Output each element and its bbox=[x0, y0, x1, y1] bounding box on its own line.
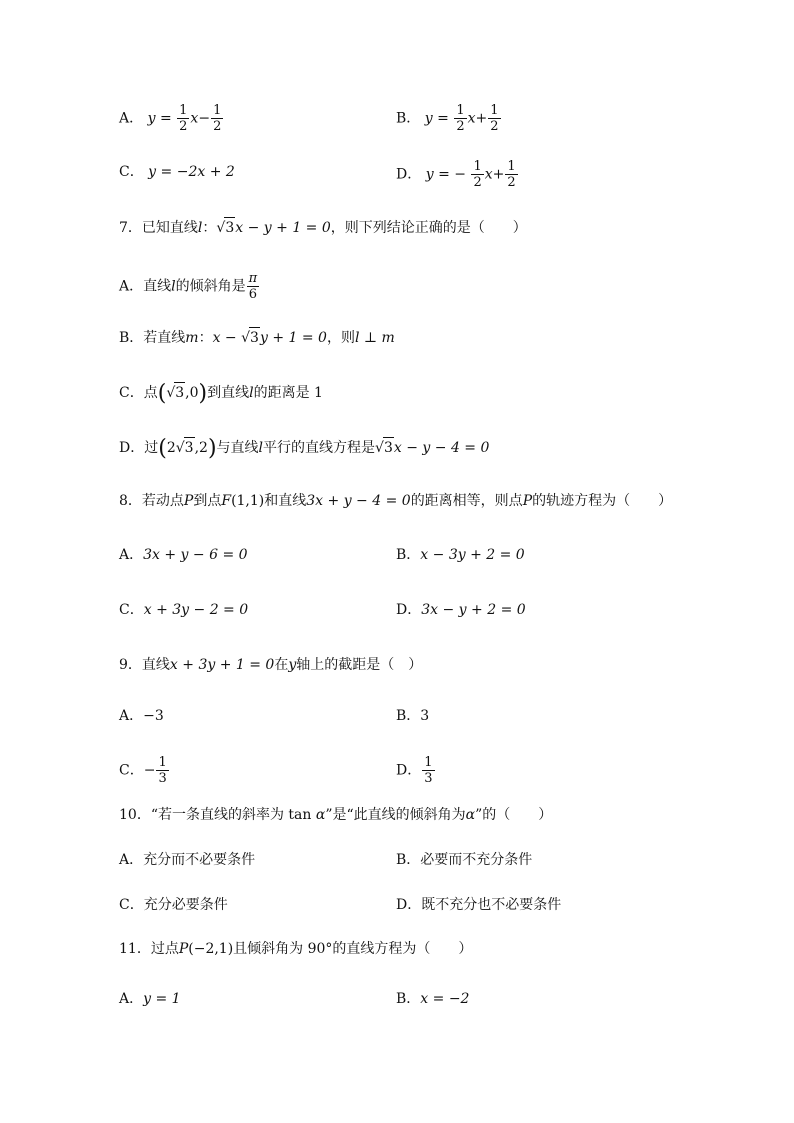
math-op: = bbox=[437, 110, 449, 127]
q9-option-c bbox=[119, 756, 170, 785]
q8-option-c bbox=[119, 600, 248, 620]
math-expression: y = 1 bbox=[143, 991, 181, 1007]
option-label: A． bbox=[119, 708, 144, 724]
sqrt: √3 bbox=[166, 385, 185, 401]
option-label: B． bbox=[396, 110, 421, 127]
q8-option-a bbox=[119, 545, 248, 565]
option-label: D． bbox=[396, 762, 422, 779]
option-label: B． bbox=[396, 991, 421, 1007]
q6-option-a bbox=[119, 104, 224, 133]
math-expression: x + 3y − 2 = 0 bbox=[143, 602, 249, 618]
option-text: 的距离是 1 bbox=[253, 385, 323, 401]
option-label: A． bbox=[119, 991, 144, 1007]
radicand: 3 bbox=[174, 382, 185, 403]
math-expression: ,2 bbox=[194, 440, 208, 456]
sqrt: √3 bbox=[241, 330, 260, 346]
fraction bbox=[156, 756, 168, 785]
option-text: 既不充分也不必要条件 bbox=[421, 897, 562, 913]
denominator: 2 bbox=[213, 119, 222, 134]
option-label: C． bbox=[119, 385, 144, 401]
denominator: 3 bbox=[424, 771, 433, 786]
q7-option-b bbox=[119, 327, 395, 348]
option-text: 直线 bbox=[143, 278, 172, 295]
math-op: = − bbox=[438, 166, 466, 183]
q11-option-a bbox=[119, 989, 181, 1009]
option-label: C． bbox=[119, 762, 144, 779]
paren-right: ) bbox=[207, 436, 217, 461]
fraction bbox=[177, 104, 189, 133]
question-text: 到点 bbox=[193, 493, 222, 509]
denominator: 6 bbox=[248, 287, 258, 302]
option-text: 与直线 bbox=[216, 440, 259, 456]
math-op: + bbox=[475, 110, 488, 127]
math-var: x bbox=[467, 110, 476, 127]
math-var: l bbox=[249, 385, 254, 401]
math-var: α bbox=[315, 807, 326, 823]
math-op: = bbox=[159, 110, 172, 127]
math-expression: l ⊥ m bbox=[354, 330, 395, 346]
math-expression: 3x + y − 6 = 0 bbox=[143, 547, 248, 563]
math-var: l bbox=[258, 440, 264, 456]
numerator: π bbox=[248, 271, 258, 286]
math-var: y bbox=[424, 110, 433, 127]
option-label: B． bbox=[119, 330, 144, 346]
option-label: A． bbox=[119, 852, 144, 868]
question-text: ”是“此直线的倾斜角为 bbox=[325, 807, 466, 823]
math-var: m bbox=[185, 330, 199, 346]
q6-option-b bbox=[396, 104, 502, 133]
math-var: P bbox=[183, 493, 194, 509]
math-expression: ,0 bbox=[185, 385, 199, 401]
option-label: A． bbox=[119, 547, 144, 563]
option-label: A． bbox=[119, 110, 144, 127]
question-text: ： bbox=[202, 220, 217, 236]
option-label: C． bbox=[119, 897, 144, 913]
numerator: 1 bbox=[507, 159, 516, 174]
math-expression: x − y − 4 = 0 bbox=[393, 440, 490, 456]
option-text: 必要而不充分条件 bbox=[420, 852, 533, 868]
numerator: 1 bbox=[213, 103, 222, 118]
option-text: 充分而不必要条件 bbox=[143, 852, 256, 868]
paren-left: ( bbox=[158, 436, 167, 461]
question-text: 7．已知直线 bbox=[119, 220, 198, 236]
q10-option-d bbox=[396, 895, 561, 915]
radicand: 3 bbox=[184, 437, 195, 458]
question-text: 和直线 bbox=[264, 493, 307, 509]
denominator: 2 bbox=[507, 175, 516, 190]
q7-option-c bbox=[119, 382, 323, 404]
option-label: D． bbox=[396, 897, 422, 913]
fraction bbox=[422, 756, 434, 785]
question-text: 轴上的截距是（ ） bbox=[296, 657, 423, 673]
q11-stem bbox=[119, 939, 472, 959]
numerator: 1 bbox=[456, 103, 465, 118]
question-text: 9．直线 bbox=[119, 657, 170, 673]
math-var: y bbox=[425, 166, 434, 183]
q9-option-a bbox=[119, 706, 164, 726]
math-op: + bbox=[492, 166, 505, 183]
radicand: 3 bbox=[383, 437, 394, 458]
question-text: 8．若动点 bbox=[119, 493, 184, 509]
math-op: − bbox=[143, 762, 156, 779]
math-expression: 3 bbox=[420, 708, 430, 724]
math-expression: x + 3y + 1 = 0 bbox=[169, 657, 275, 673]
q9-option-d bbox=[396, 756, 436, 785]
fraction bbox=[454, 104, 466, 133]
math-var: l bbox=[197, 220, 203, 236]
paren-right: ) bbox=[198, 381, 208, 406]
denominator: 2 bbox=[179, 119, 188, 134]
math-var: l bbox=[171, 278, 176, 295]
question-text: 在 bbox=[274, 657, 289, 673]
question-text: 且倾斜角为 90°的直线方程为（ ） bbox=[233, 941, 473, 957]
option-text: 过 bbox=[144, 440, 159, 456]
option-text: 充分必要条件 bbox=[143, 897, 228, 913]
numerator: 1 bbox=[424, 755, 433, 770]
math-expression: x − y + 1 = 0 bbox=[235, 220, 331, 236]
denominator: 2 bbox=[473, 175, 482, 190]
math-expression: y + 1 = 0 bbox=[259, 330, 327, 346]
q7-option-d bbox=[119, 437, 489, 459]
math-expression: (1,1) bbox=[231, 493, 265, 509]
math-op: − bbox=[198, 110, 211, 127]
math-expression: (−2,1) bbox=[188, 941, 234, 957]
numerator: 1 bbox=[179, 103, 188, 118]
fraction bbox=[471, 160, 483, 189]
math-expression: 2 bbox=[166, 440, 176, 456]
math-expression: x − bbox=[212, 330, 242, 346]
denominator: 2 bbox=[456, 119, 465, 134]
option-label: B． bbox=[396, 547, 421, 563]
sqrt: √3 bbox=[375, 440, 394, 456]
q7-stem bbox=[119, 217, 527, 238]
q10-option-c bbox=[119, 895, 228, 915]
option-text: 到直线 bbox=[207, 385, 250, 401]
q10-option-a bbox=[119, 850, 255, 870]
fraction bbox=[247, 272, 260, 301]
q9-stem bbox=[119, 655, 422, 675]
option-label: A． bbox=[119, 278, 144, 295]
math-var: P bbox=[522, 493, 533, 509]
question-text: ”的（ ） bbox=[475, 807, 553, 823]
q8-stem bbox=[119, 491, 672, 511]
option-text: 若直线 bbox=[143, 330, 186, 346]
math-expression: 3x − y + 2 = 0 bbox=[421, 602, 526, 618]
sqrt: √3 bbox=[176, 440, 195, 456]
radicand: 3 bbox=[249, 327, 260, 348]
paren-left: ( bbox=[157, 381, 167, 406]
math-var: y bbox=[288, 657, 297, 673]
option-text: ，则 bbox=[326, 330, 355, 346]
q8-option-d bbox=[396, 600, 526, 620]
math-var: F bbox=[221, 493, 232, 509]
q7-option-a bbox=[119, 272, 260, 301]
math-var: P bbox=[178, 941, 189, 957]
option-label: D． bbox=[396, 602, 422, 618]
denominator: 3 bbox=[158, 771, 167, 786]
option-text: 点 bbox=[143, 385, 158, 401]
question-text: 的轨迹方程为（ ） bbox=[532, 493, 673, 509]
option-text: 平行的直线方程是 bbox=[263, 440, 376, 456]
fraction bbox=[488, 104, 500, 133]
math-expression: y = −2x + 2 bbox=[148, 164, 235, 180]
math-var: y bbox=[147, 110, 156, 127]
sqrt: √3 bbox=[216, 220, 235, 236]
math-expression: −3 bbox=[143, 708, 164, 724]
option-label: D． bbox=[396, 166, 422, 183]
numerator: 1 bbox=[490, 103, 499, 118]
option-label: C． bbox=[119, 164, 144, 180]
option-label: C． bbox=[119, 602, 144, 618]
fraction bbox=[505, 160, 517, 189]
option-label: B． bbox=[396, 852, 421, 868]
question-text: ，则下列结论正确的是（ ） bbox=[330, 220, 527, 236]
q8-option-b bbox=[396, 545, 525, 565]
math-expression: 3x + y − 4 = 0 bbox=[306, 493, 411, 509]
option-label: D． bbox=[119, 440, 145, 456]
q6-option-d bbox=[396, 160, 519, 189]
q11-option-b bbox=[396, 989, 469, 1009]
math-expression: x = −2 bbox=[420, 991, 470, 1007]
option-label: B． bbox=[396, 708, 421, 724]
radicand: 3 bbox=[224, 217, 235, 238]
math-expression: x − 3y + 2 = 0 bbox=[420, 547, 525, 563]
q9-option-b bbox=[396, 706, 429, 726]
math-var: α bbox=[465, 807, 476, 823]
math-var: x bbox=[190, 110, 199, 127]
question-text: 11．过点 bbox=[119, 941, 179, 957]
question-text: 的距离相等，则点 bbox=[410, 493, 523, 509]
numerator: 1 bbox=[473, 159, 482, 174]
fraction bbox=[211, 104, 223, 133]
option-text: ： bbox=[198, 330, 213, 346]
question-text: 10．“若一条直线的斜率为 tan bbox=[119, 807, 312, 823]
math-var: x bbox=[484, 166, 493, 183]
q10-option-b bbox=[396, 850, 532, 870]
q10-stem bbox=[119, 805, 552, 825]
q6-option-c bbox=[119, 162, 235, 182]
numerator: 1 bbox=[158, 755, 167, 770]
option-text: 的倾斜角是 bbox=[175, 278, 246, 295]
denominator: 2 bbox=[490, 119, 499, 134]
